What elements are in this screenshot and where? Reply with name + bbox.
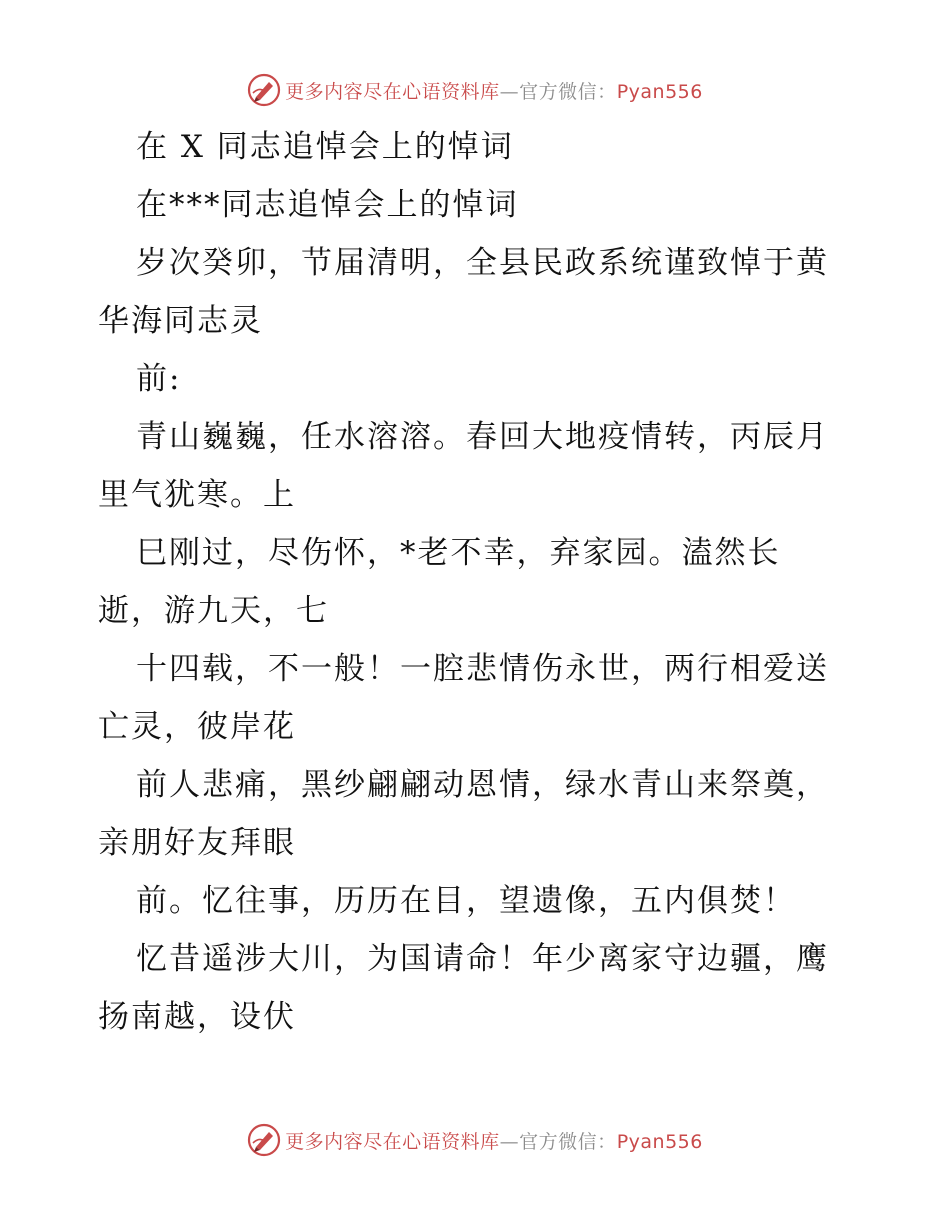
- pen-logo-icon: [247, 1123, 281, 1157]
- text-line: 在***同志追悼会上的悼词: [136, 187, 519, 223]
- watermark-dash: —: [499, 80, 520, 103]
- text-line: 前人悲痛，黑纱翩翩动恩情，绿水青山来祭奠，: [136, 767, 829, 803]
- watermark-footer: [0, 1120, 950, 1160]
- text-line: 前。忆往事，历历在目，望遗像，五内俱焚！: [136, 883, 796, 919]
- watermark-main: 更多内容尽在心语资料库: [285, 1130, 500, 1153]
- text-line: 逝，游九天，七: [98, 593, 329, 629]
- text-line: 岁次癸卯，节届清明，全县民政系统谨致悼于黄: [136, 245, 829, 281]
- watermark-sub: 官方微信：: [519, 1130, 617, 1153]
- text-line: 扬南越，设伏: [98, 999, 296, 1035]
- text-line: 十四载，不一般！一腔悲情伤永世，两行相爱送: [136, 651, 829, 687]
- watermark-main: 更多内容尽在心语资料库: [285, 80, 500, 103]
- text-line: 在 X 同志追悼会上的悼词: [136, 129, 514, 165]
- text-line: 亲朋好友拜眼: [98, 825, 296, 861]
- text-line: 巳刚过，尽伤怀，*老不幸，弃家园。溘然长: [136, 535, 781, 571]
- text-line: 华海同志灵: [98, 303, 263, 339]
- text-line: 亡灵，彼岸花: [98, 709, 296, 745]
- pen-logo-icon: [247, 73, 281, 107]
- watermark-sub: 官方微信：: [519, 80, 617, 103]
- watermark-id: Pyan556: [616, 1130, 703, 1153]
- text-line: 青山巍巍，任水溶溶。春回大地疫情转，丙辰月: [136, 419, 829, 455]
- watermark-text: [285, 77, 703, 104]
- watermark-text: [285, 1127, 703, 1154]
- watermark-id: Pyan556: [616, 80, 703, 103]
- text-line: 里气犹寒。上: [98, 477, 296, 513]
- watermark-dash: —: [499, 1130, 520, 1153]
- text-line: 前:: [136, 361, 182, 397]
- watermark-header: [0, 70, 950, 110]
- document-body: [98, 118, 858, 1046]
- text-line: 忆昔遥涉大川，为国请命！年少离家守边疆，鹰: [136, 941, 829, 977]
